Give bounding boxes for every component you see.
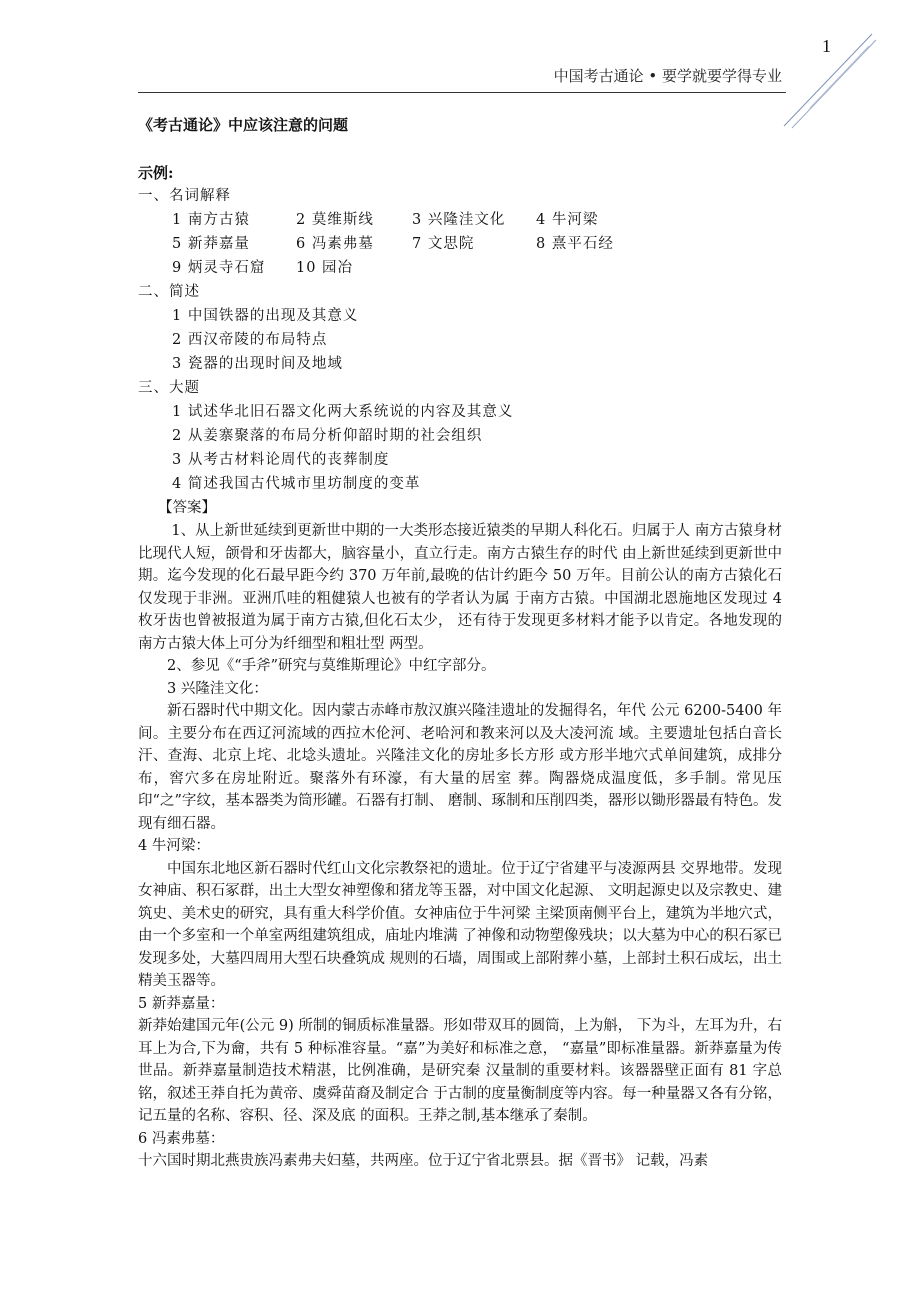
answer-paragraph: 2、参见《“手斧”研究与莫维斯理论》中红字部分。 [167,658,496,674]
answer-subheading: 5 新莽嘉量： [138,995,225,1012]
running-header: 中国考古通论 • 要学就要学得专业 [553,67,782,85]
question-item: 3 瓷器的出现时间及地域 [172,356,343,372]
term-item: 10 园冶 [296,260,354,276]
answer-subheading: 4 牛河梁： [138,838,210,854]
document-body [138,162,782,1173]
term-item: 6 冯素弗墓 [296,236,374,252]
term-item: 5 新莽嘉量 [172,236,250,252]
term-item: 2 莫维斯线 [296,212,374,228]
answer-paragraph: 1、从上新世延续到更新世中期的一大类形态接近猿类的早期人科化石。归属于人 南方古猿身材比现代人短，颌骨和牙齿都大，脑容量小，直立行走。南方古猿生存的时代 由上新世延续到更新世中期。迄今发现的化石最早距今约 370 万年前,最晚的估计约距今 50 万年。目前公认的南方古猿化石仅发现于非洲。亚洲爪哇的粗健猿人也被有的学者认为属 于南方古猿。中国湖北恩施地区发现过 4 枚牙齿也曾被报道为属于南方古猿,但化石太少， 还有待于发现更多材料才能予以肯定。各地发现的南方古猿大体上可分为纤细型和粗壮型 两型。 [138,523,782,652]
section-heading-essay: 三、大题 [138,380,200,396]
header-divider [138,92,786,93]
term-item: 1 南方古猿 [172,212,250,228]
question-item: 2 西汉帝陵的布局特点 [172,332,328,348]
answer-subheading: 3 兴隆洼文化： [167,680,268,697]
answer-label: 【答案】 [158,500,216,516]
term-item: 9 炳灵寺石窟 [172,260,266,276]
question-item: 1 试述华北旧石器文化两大系统说的内容及其意义 [172,404,514,420]
answer-paragraph: 新石器时代中期文化。因内蒙古赤峰市敖汉旗兴隆洼遗址的发掘得名，年代 公元 6200-5400 年间。主要分布在西辽河流域的西拉木伦河、老哈河和教来河以及大凌河流 域。主要遗址包括白音长汗、查海、北京上垞、北埝头遗址。兴隆洼文化的房址多长方形 或方形半地穴式单间建筑，成排分布，窖穴多在房址附近。聚落外有环濠，有大量的居室 葬。陶器烧成温度低，多手制。常见压印“之”字纹，基本器类为筒形罐。石器有打制、 磨制、琢制和压削四类，器形以锄形器最有特色。发现有细石器。 [138,703,782,832]
document-title: 《考古通论》中应该注意的问题 [138,116,349,134]
corner-decoration-lines [770,30,880,130]
term-item: 7 文思院 [412,236,475,252]
terms-row [138,256,782,280]
question-item: 1 中国铁器的出现及其意义 [172,308,359,324]
example-label: 示例: [138,164,174,182]
section-heading-terms: 一、名词解释 [138,188,231,204]
terms-row [138,208,782,232]
page-number: 1 [822,36,831,56]
term-item: 3 兴隆洼文化 [412,212,506,228]
question-item: 3 从考古材料论周代的丧葬制度 [172,452,390,468]
question-item: 4 简述我国古代城市里坊制度的变革 [172,476,421,492]
section-heading-short: 二、简述 [138,284,200,300]
answer-paragraph: 中国东北地区新石器时代红山文化宗教祭祀的遗址。位于辽宁省建平与凌源两县 交界地带。发现女神庙、积石冢群，出土大型女神塑像和猪龙等玉器，对中国文化起源、 文明起源史以及宗教史、建筑史、美术史的研究，具有重大科学价值。女神庙位于牛河梁 主梁顶南侧平台上，建筑为半地穴式，由一个多室和一个单室两组建筑组成，庙址内堆满 了神像和动物塑像残块；以大墓为中心的积石冢已发现多处，大墓四周用大型石块叠筑成 规则的石墙，周围或上部附葬小墓，上部封土积石成坛，出土精美玉器等。 [138,860,782,989]
term-item: 4 牛河梁 [536,212,599,228]
answer-paragraph: 新莽始建国元年(公元 9) 所制的铜质标准量器。形如带双耳的圆筒，上为斛， 下为斗，左耳为升，右耳上为合,下为龠，共有 5 种标准容量。“嘉”为美好和标准之意， “嘉量”即标准量器。新莽嘉量为传世品。新莽嘉量制造技术精湛，比例准确，是研究秦 汉量制的重要材料。该器器壁正面有 81 字总铭，叙述王莽自托为黄帝、虞舜苗裔及制定合 于古制的度量衡制度等内容。每一种量器又各有分铭，记五量的名称、容积、径、深及底 的面积。王莽之制,基本继承了秦制。 [138,1018,782,1124]
question-item: 2 从姜寨聚落的布局分析仰韶时期的社会组织 [172,428,483,444]
answer-paragraph: 十六国时期北燕贵族冯素弗夫妇墓，共两座。位于辽宁省北票县。据《晋书》 记载，冯素 [138,1153,709,1169]
term-item: 8 熹平石经 [536,236,614,252]
answer-subheading: 6 冯素弗墓： [138,1130,225,1147]
terms-row [138,232,782,256]
